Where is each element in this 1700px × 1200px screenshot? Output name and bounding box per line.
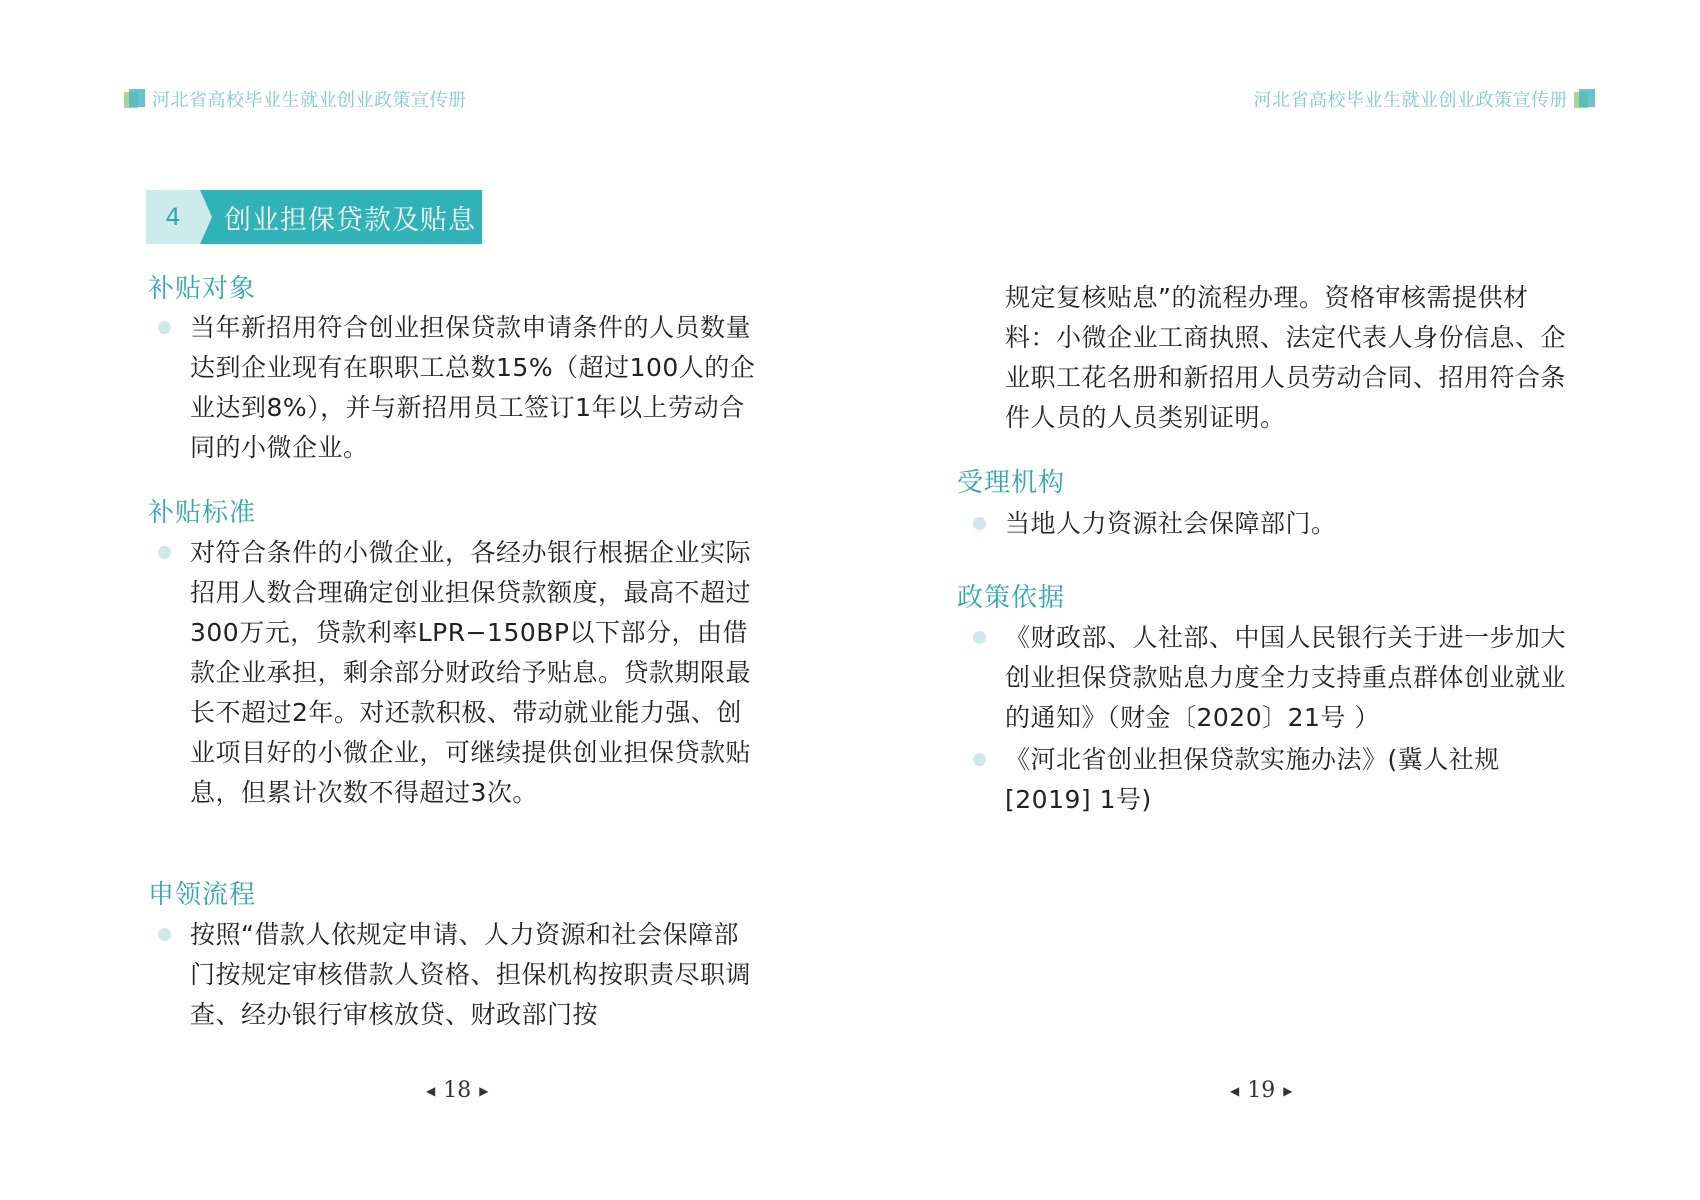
bullet-accepting-agency: [1005, 504, 1575, 544]
bullet-application-process: [190, 915, 755, 1035]
page-number-text: 18: [443, 1078, 472, 1103]
bullet-text: 当地人力资源社会保障部门。: [1005, 509, 1337, 538]
bullet-subsidy-target: [190, 308, 760, 468]
prev-triangle-icon: ◀: [1230, 1083, 1240, 1098]
section-arrow-icon: [200, 190, 212, 244]
next-triangle-icon: ▶: [479, 1083, 489, 1098]
bullet-subsidy-standard: [190, 533, 755, 813]
bullet-dot-icon: [158, 321, 171, 334]
section-number: 4: [146, 190, 200, 244]
page-number-right: [1222, 1078, 1300, 1103]
header-logo-icon: [124, 88, 146, 110]
header-logo-icon: [1574, 88, 1596, 110]
running-header-left: [118, 86, 467, 112]
page-number-left: [418, 1078, 496, 1103]
bullet-dot-icon: [973, 631, 986, 644]
next-triangle-icon: ▶: [1283, 1083, 1293, 1098]
bullet-policy-basis-2: [1005, 740, 1575, 820]
bullet-dot-icon: [973, 517, 986, 530]
heading-policy-basis: 政策依据: [957, 583, 1066, 613]
bullet-text: 对符合条件的小微企业，各经办银行根据企业实际招用人数合理确定创业担保贷款额度，最高不超过300万元，贷款利率LPR−150BP以下部分，由借款企业承担，剩余部分财政给予贴息。贷款期限最长不超过2年。对还款积极、带动就业能力强、创业项目好的小微企业，可继续提供创业担保贷款贴息，但累计次数不得超过3次。: [190, 538, 752, 807]
bullet-text: 按照“借款人依规定申请、人力资源和社会保障部门按规定审核借款人资格、担保机构按职责尽职调查、经办银行审核放贷、财政部门按: [190, 920, 752, 1029]
prev-triangle-icon: ◀: [426, 1083, 436, 1098]
header-title-left: 河北省高校毕业生就业创业政策宣传册: [152, 90, 467, 111]
right-page: [850, 0, 1700, 1200]
header-title-right: 河北省高校毕业生就业创业政策宣传册: [1253, 90, 1568, 111]
bullet-text: 当年新招用符合创业担保贷款申请条件的人员数量达到企业现有在职职工总数15%（超过100人的企业达到8%），并与新招用员工签订1年以上劳动合同的小微企业。: [190, 313, 756, 462]
heading-application-process: 申领流程: [148, 880, 257, 910]
heading-accepting-agency: 受理机构: [957, 468, 1066, 498]
process-continuation: 规定复核贴息”的流程办理。资格审核需提供材料：小微企业工商执照、法定代表人身份信息、企业职工花名册和新招用人员劳动合同、招用符合条件人员的人员类别证明。: [1005, 283, 1567, 432]
bullet-text: 《河北省创业担保贷款实施办法》(冀人社规[2019] 1号): [1005, 745, 1500, 814]
heading-subsidy-target: 补贴对象: [148, 274, 257, 304]
section-badge: [146, 190, 482, 244]
running-header-right: [1254, 86, 1603, 112]
page-number-text: 19: [1247, 1078, 1276, 1103]
bullet-policy-basis-1: [1005, 618, 1575, 738]
section-title: 创业担保贷款及贴息: [200, 190, 482, 244]
bullet-text: 《财政部、人社部、中国人民银行关于进一步加大创业担保贷款贴息力度全力支持重点群体创业就业的通知》（财金〔2020〕21号 ）: [1005, 623, 1567, 732]
bullet-dot-icon: [158, 546, 171, 559]
bullet-dot-icon: [158, 928, 171, 941]
heading-subsidy-standard: 补贴标准: [148, 498, 257, 528]
bullet-dot-icon: [973, 753, 986, 766]
